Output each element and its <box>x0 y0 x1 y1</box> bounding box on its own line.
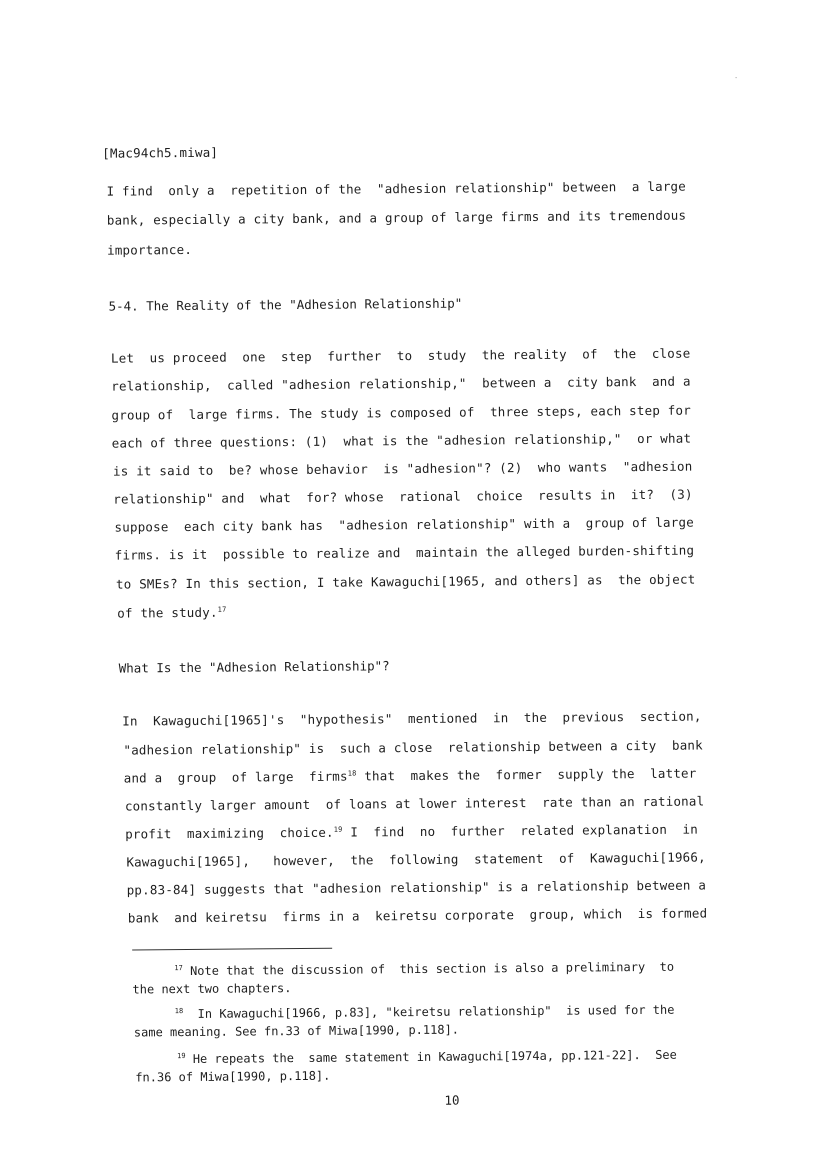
para2-line: bank and keiretsu firms in a keiretsu corporate group, which is formed <box>127 905 708 926</box>
para1-line: relationship, called "adhesion relationship," between a city bank and a <box>111 373 691 394</box>
scan-speck <box>736 77 737 78</box>
para1-line: is it said to be? whose behavior is "adhesion"? (2) who wants "adhesion <box>112 458 693 479</box>
footnote-mark: 17 <box>174 964 183 973</box>
footnote-19-cont: fn.36 of Miwa[1990, p.118]. <box>135 1068 331 1085</box>
footnote-17-cont: the next two chapters. <box>132 981 292 997</box>
section-heading: 5-4. The Reality of the "Adhesion Relationship" <box>108 295 463 314</box>
footnote-18-cont: same meaning. See fn.33 of Miwa[1990, p.118]. <box>133 1022 460 1040</box>
para1-line: to SMEs? In this section, I take Kawaguchi[1965, and others] as the object <box>115 571 696 592</box>
para2-line: pp.83-84] suggests that "adhesion relationship" is a relationship between a <box>126 877 707 898</box>
para1-last-text: of the study. <box>117 604 218 621</box>
footnote-17 <box>174 960 674 978</box>
footnote-text: He repeats the same statement in Kawaguchi[1974a, pp.121-22]. See <box>192 1047 677 1066</box>
para1-line: firms. is it possible to realize and maintain the alleged burden-shifting <box>114 542 695 563</box>
para2-line: constantly larger amount of loans at lower interest rate than an rational <box>124 793 705 814</box>
intro-line: importance. <box>107 241 193 258</box>
footnote-mark: 18 <box>174 1007 184 1016</box>
footnote-ref-17: 17 <box>217 605 227 614</box>
para2-line-text: that makes the former supply the latter <box>356 765 697 784</box>
para2-line-text: and a group of large firms <box>123 768 348 786</box>
footnote-18 <box>175 1003 675 1021</box>
intro-line: bank, especially a city bank, and a group of large firms and its tremendous <box>106 207 687 228</box>
para1-line: Let us proceed one step further to study the reality of the close <box>110 345 691 366</box>
footnote-ref-18: 18 <box>347 769 357 778</box>
footnote-text: In Kawaguchi[1966, p.83], "keiretsu relationship" is used for the <box>197 1002 675 1021</box>
para1-line: group of large firms. The study is composed of three steps, each step for <box>111 402 691 423</box>
intro-line: I find only a repetition of the "adhesion relationship" between a large <box>106 178 687 199</box>
footnote-mark: 19 <box>177 1052 186 1061</box>
para2-line-text: profit maximizing choice. <box>125 824 334 842</box>
para1-line: relationship" and what for? whose rational choice results in it? (3) <box>113 486 693 507</box>
para2-line: "adhesion relationship" is such a close relationship between a city bank <box>123 737 703 758</box>
footnote-separator <box>132 948 332 951</box>
subheading: What Is the "Adhesion Relationship"? <box>118 658 390 676</box>
footnote-19 <box>177 1048 677 1066</box>
file-tag: [Mac94ch5.miwa] <box>102 144 219 161</box>
footnote-ref-19: 19 <box>333 825 343 834</box>
page-number: 10 <box>444 1092 460 1108</box>
para2-line: Kawaguchi[1965], however, the following statement of Kawaguchi[1966, <box>126 849 706 870</box>
para1-line: suppose each city bank has "adhesion relationship" with a group of large <box>114 514 694 535</box>
para2-line <box>125 822 698 842</box>
para2-line: In Kawaguchi[1965]'s "hypothesis" mentioned in the previous section, <box>122 708 702 729</box>
para2-line <box>124 766 697 786</box>
para2-line-text: I find no further related explanation in <box>342 821 699 840</box>
footnote-text: Note that the discussion of this section is also a preliminary to <box>189 959 675 978</box>
para1-line: each of three questions: (1) what is the "adhesion relationship," or what <box>111 430 692 451</box>
para1-last-line <box>117 605 226 621</box>
